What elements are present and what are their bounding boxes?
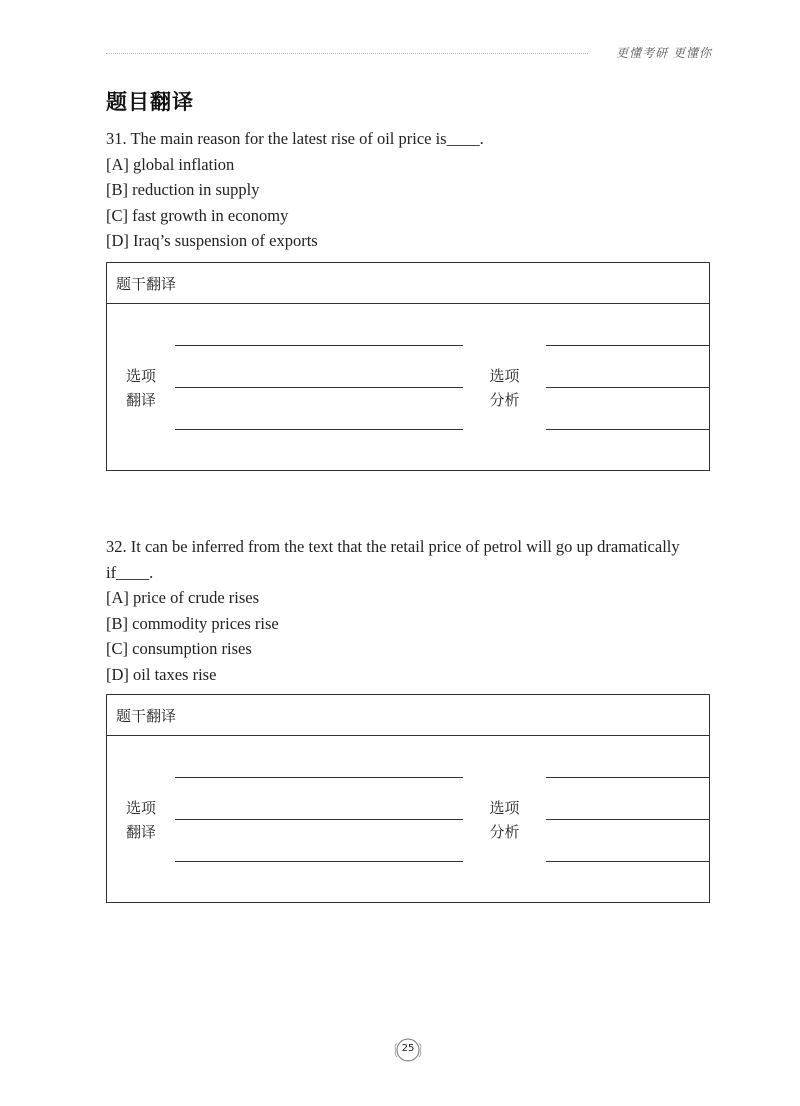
header-rule [106,53,588,54]
table-head-row [107,695,709,736]
option-c: [C] fast growth in economy [106,205,289,225]
option-translation-answer-cells[interactable] [175,736,463,902]
option-analysis-label-cell [463,736,546,902]
option-translation-label-cell [107,304,175,470]
option-analysis-answer-cells[interactable] [546,736,709,902]
label-line: 翻译 [125,391,156,409]
option-a: [A] global inflation [106,154,235,174]
label-line: 翻译 [125,823,156,841]
label-line: 分析 [489,823,520,841]
question-31 [106,126,711,254]
option-a: [A] price of crude rises [106,588,260,607]
option-d: [D] oil taxes rise [106,664,217,684]
stem-translation-label: 题干翻译 [116,275,177,293]
label-line: 选项 [125,799,156,817]
option-b: [B] commodity prices rise [106,613,279,633]
option-analysis-label-cell [463,304,546,470]
option-translation-label-cell [107,736,175,902]
stem-translation-label: 题干翻译 [116,707,177,725]
option-translation-answer-cells[interactable] [175,304,463,470]
option-analysis-answer-cells[interactable] [546,304,709,470]
label-line: 选项 [489,799,520,817]
translation-table-31 [106,262,710,471]
label-line: 分析 [489,391,520,409]
table-head-row [107,263,709,304]
question-stem: 32. It can be inferred from the text that the retail price of petrol will go up dramatically [106,537,680,556]
question-stem: 31. The main reason for the latest rise of oil price is____. [106,129,484,148]
option-b: [B] reduction in supply [106,180,260,199]
question-stem-cont: if____. [106,562,154,582]
question-32 [106,534,711,687]
option-d: [D] Iraq’s suspension of exports [106,231,318,250]
label-line: 选项 [489,367,520,385]
page-number: 25 [401,1043,415,1054]
label-line: 选项 [125,367,156,385]
translation-table-32 [106,694,710,903]
header-slogan: 更懂考研 更懂你 [616,46,712,60]
section-title: 题目翻译 [106,90,194,114]
option-c: [C] consumption rises [106,639,252,658]
